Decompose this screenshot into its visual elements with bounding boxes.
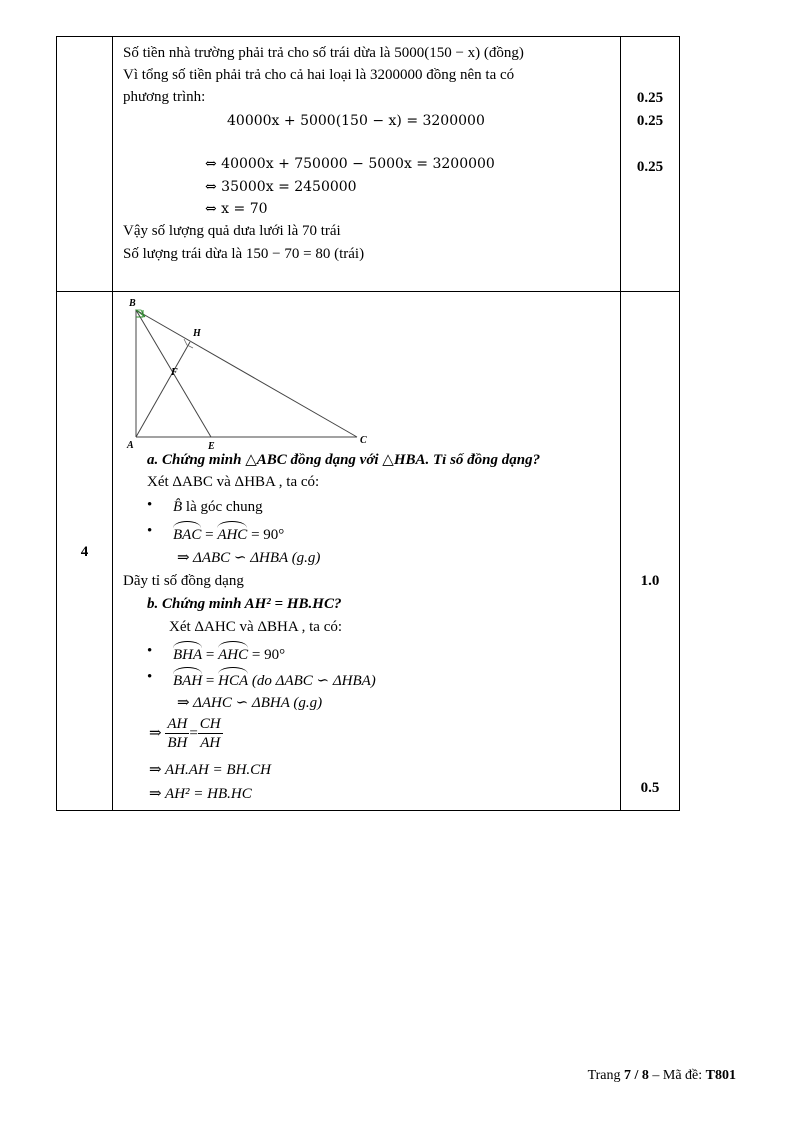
angle-bac: BAC [173, 522, 201, 545]
equals-sign: = [189, 725, 198, 742]
ninety-degrees: = 90° [248, 647, 286, 663]
triangle-figure [121, 295, 381, 455]
part-a-conclusion: ⇒ ΔABC ∽ ΔHBA (g.g) [177, 550, 321, 566]
score-0-25-b: 0.25 [636, 113, 664, 129]
ninety-degrees: = 90° [247, 527, 285, 543]
angle-ahc: AHC [217, 522, 247, 545]
row1-line4: Vậy số lượng quả dưa lưới là 70 trái [123, 223, 341, 239]
row-divider [57, 291, 679, 292]
part-a-bullet1 [173, 497, 263, 517]
answer-table [56, 36, 680, 811]
part-b-bullet2 [173, 668, 376, 691]
column-divider-2 [620, 37, 621, 810]
part-b-conclusion: ⇒ ΔAHC ∽ ΔBHA (g.g) [177, 695, 323, 711]
equation-1: 40000x + 5000(150 − x) = 3200000 [227, 113, 485, 129]
segment-bc [136, 310, 357, 437]
label-e: E [208, 441, 215, 452]
part-b-step2: ⇒ AH² = HB.HC [149, 786, 252, 802]
label-a: A [127, 440, 134, 451]
equals-sign: = [201, 527, 218, 543]
bullet-icon: • [147, 643, 153, 659]
bullet1-text: là góc chung [182, 499, 263, 515]
part-a-title: a. Chứng minh △ABC đồng dạng với △HBA. Tỉ số đồng dạng? [147, 452, 541, 468]
page-footer [588, 1068, 736, 1084]
angle-ahc: AHC [218, 642, 248, 665]
part-b-bullet1 [173, 642, 285, 665]
row1-line2: Vì tổng số tiền phải trả cho cả hai loại là 3200000 đồng nên ta có [123, 67, 515, 83]
bullet-icon: • [147, 523, 153, 539]
equation-2: ⇔ 40000x + 750000 − 5000x = 3200000 [205, 156, 495, 172]
row1-line5: Số lượng trái dừa là 150 − 70 = 80 (trái) [123, 246, 365, 262]
ratio-fractions [149, 715, 223, 752]
angle-bah: BAH [173, 668, 202, 691]
equals-sign: = [202, 647, 219, 663]
bullet-icon: • [147, 497, 153, 513]
score-1-0: 1.0 [640, 573, 660, 589]
page-number: 7 / 8 [624, 1068, 649, 1083]
bullet-icon: • [147, 669, 153, 685]
footer-mid: – Mã đề: [648, 1068, 706, 1083]
angle-arc-b [136, 310, 145, 317]
implies-symbol: ⇒ [149, 725, 162, 742]
footer-prefix: Trang [587, 1068, 624, 1083]
angle-bha: BHA [173, 642, 202, 665]
fraction-ch-ah [198, 715, 223, 752]
column-divider-1 [112, 37, 113, 810]
part-a-consider: Xét ΔABC và ΔHBA , ta có: [147, 474, 320, 490]
part-b-step1: ⇒ AH.AH = BH.CH [149, 762, 271, 778]
label-b: B [129, 298, 136, 309]
label-h: H [193, 328, 201, 339]
score-0-5: 0.5 [640, 780, 660, 796]
fraction-ah-bh [165, 715, 189, 752]
part-b-consider: Xét ΔAHC và ΔBHA , ta có: [169, 619, 343, 635]
fraction-denominator: BH [167, 735, 188, 751]
row1-line3: phương trình: [123, 89, 206, 105]
equals-sign: = [202, 673, 219, 689]
exam-code: T801 [705, 1068, 736, 1083]
fraction-numerator: CH [199, 716, 221, 732]
equation-4: ⇔ x = 70 [205, 201, 268, 217]
label-c: C [360, 435, 367, 446]
part-b-title: b. Chứng minh AH² = HB.HC? [147, 596, 342, 612]
part-a-ratio: Dãy tỉ số đồng dạng [123, 573, 244, 589]
fraction-denominator: AH [200, 735, 221, 751]
angle-hca: HCA [218, 668, 248, 691]
label-f: F [171, 367, 178, 378]
score-0-25-a: 0.25 [636, 90, 664, 106]
fraction-numerator: AH [167, 716, 188, 732]
angle-b-hat: B̂ [173, 499, 183, 515]
equation-3: ⇔ 35000x = 2450000 [205, 179, 357, 195]
part-a-bullet2 [173, 522, 284, 545]
score-0-25-c: 0.25 [636, 159, 664, 175]
row1-line1: Số tiền nhà trường phải trả cho số trái dừa là 5000(150 − x) (đồng) [123, 45, 524, 61]
reason-text: (do ΔABC ∽ ΔHBA) [248, 673, 376, 689]
question-number: 4 [80, 544, 89, 560]
